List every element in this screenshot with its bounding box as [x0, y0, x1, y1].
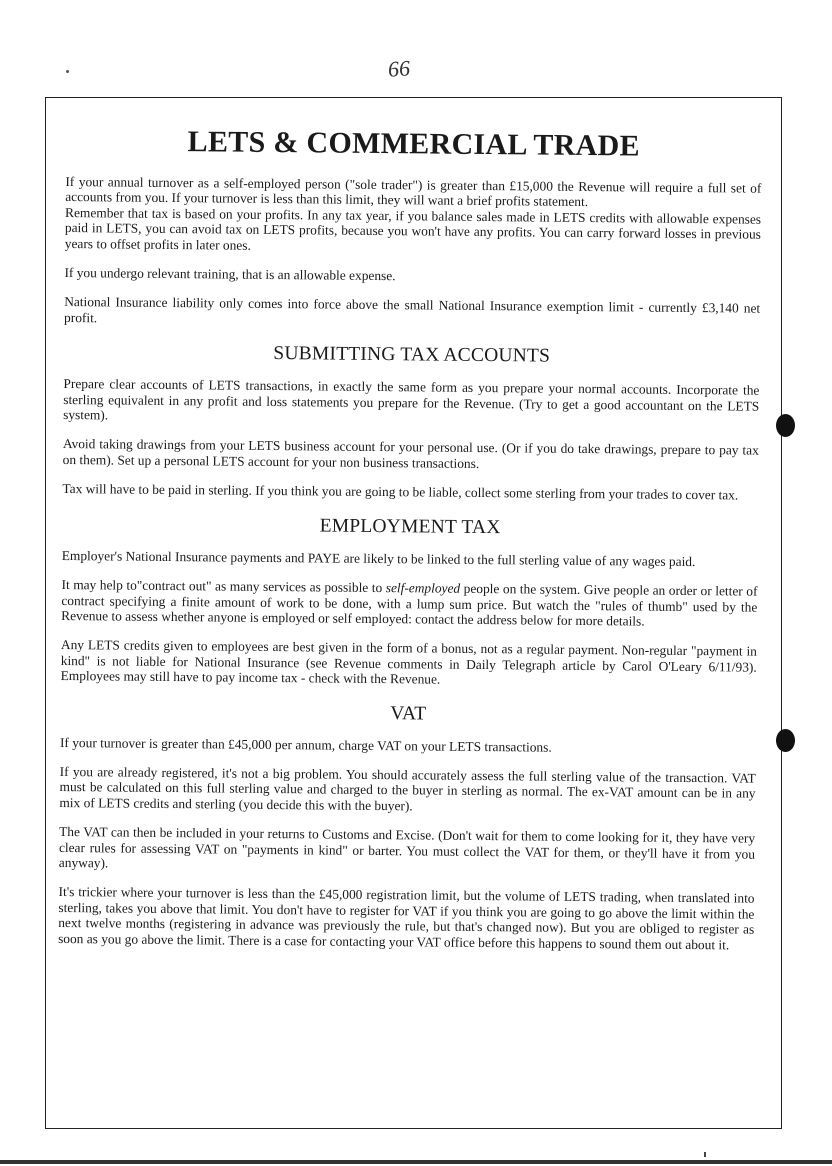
submitting-paragraph-drawings: Avoid taking drawings from your LETS business account for your personal use. (Or if you do take drawings, prepare to pay tax on them). Set up a personal LETS account for your non business transactions. — [62, 436, 759, 471]
contract-out-text-end: people on the system. Give people an order or letter of contract specifying a finite amount of work to be done, with a lump sum price. But watch the "rules of thumb" used by the Revenue to assess whether anyone is employed or self employed: contact the address below for more details. — [61, 580, 758, 629]
intro-paragraph-turnover: If your annual turnover as a self-employed person ("sole trader") is greater than £15,000 the Revenue will require a full set of accounts from you. If your turnover is less than this limit, they will want a brief profits statement. — [65, 173, 762, 210]
submitting-paragraph-sterling: Tax will have to be paid in sterling. If you think you are going to be liable, collect some sterling from your trades to cover tax. — [62, 481, 739, 503]
document-body — [58, 118, 762, 967]
intro-paragraph-national-insurance: National Insurance liability only comes into force above the small National Insurance exemption limit - currently £3,140 net profit. — [64, 294, 761, 326]
scan-speck — [66, 70, 69, 73]
intro-paragraph-training: If you undergo relevant training, that is an allowable expense. — [64, 265, 396, 284]
vat-paragraph-threshold: If your turnover is greater than £45,000 per annum, charge VAT on your LETS transactions. — [59, 734, 552, 755]
scan-mark — [704, 1152, 706, 1157]
page-number: 66 — [387, 55, 411, 82]
section-heading-submitting: SUBMITTING TAX ACCOUNTS — [273, 343, 551, 367]
scan-bottom-edge — [0, 1160, 832, 1164]
section-heading-vat: VAT — [390, 702, 427, 725]
intro-paragraph-profits: Remember that tax is based on your profits. In any tax year, if you balance sales made in LETS credits with allowable expenses paid in LETS, you can avoid tax on LETS profits, because you won't have any profits. You can carry forward losses in previous years to offset profits in later ones. — [64, 204, 762, 253]
vat-paragraph-registered: If you are already registered, it's not a big problem. You should accurately assess the full sterling value of the transaction. VAT must be calculated on this full sterling value and charged to the buyer in sterling as normal. The ex-VAT amount can be in any mix of LETS credits and sterling (you decide this with the buyer). — [59, 763, 756, 814]
binder-hole — [776, 729, 795, 752]
employment-paragraph-credits: Any LETS credits given to employees are best given in the form of a bonus, not as a regular payment. Non-regular "payment in kind" is not liable for National Insurance (see Revenue comments in Daily Telegraph article by Carol O'Leary 6/11/93). Employees may still have to pay income tax - check with the Revenue. — [60, 637, 757, 687]
submitting-paragraph-accounts: Prepare clear accounts of LETS transactions, in exactly the same form as you prepare your normal accounts. Incorporate the sterling equivalent in any profit and loss statements you prepare for the Revenue. (Try to get a good accountant on the LETS system). — [63, 376, 760, 423]
vat-paragraph-returns: The VAT can then be included in your returns to Customs and Excise. (Don't wait for them to come looking for it, they have very clear rules for assessing VAT on "payments in kind" or barter. You must collect the VAT for them, or they'll have it from you anyway). — [58, 824, 756, 871]
self-employed-emphasis: self-employed — [385, 580, 461, 596]
binder-hole — [776, 414, 795, 437]
vat-paragraph-trickier: It's trickier where your turnover is less than the £45,000 registration limit, but the volume of LETS trading, when translated into sterling, takes you above that limit. You don't have to register for VAT if you think you are going to go above the limit within the next twelve months (registering in advance was previously the rule, but that's changed now). But you are obliged to register as soon as you go above the limit. There is a case for contacting your VAT office before this happens to sound them out about it. — [58, 884, 755, 952]
employment-paragraph-contract-out — [61, 577, 757, 630]
page-title: LETS & COMMERCIAL TRADE — [187, 125, 641, 163]
contract-out-text-start: It may help to"contract out" as many services as possible to — [61, 577, 386, 596]
section-heading-employment: EMPLOYMENT TAX — [319, 515, 501, 538]
employment-paragraph-payments: Employer's National Insurance payments and PAYE are likely to be linked to the full sterling value of any wages paid. — [61, 547, 696, 569]
